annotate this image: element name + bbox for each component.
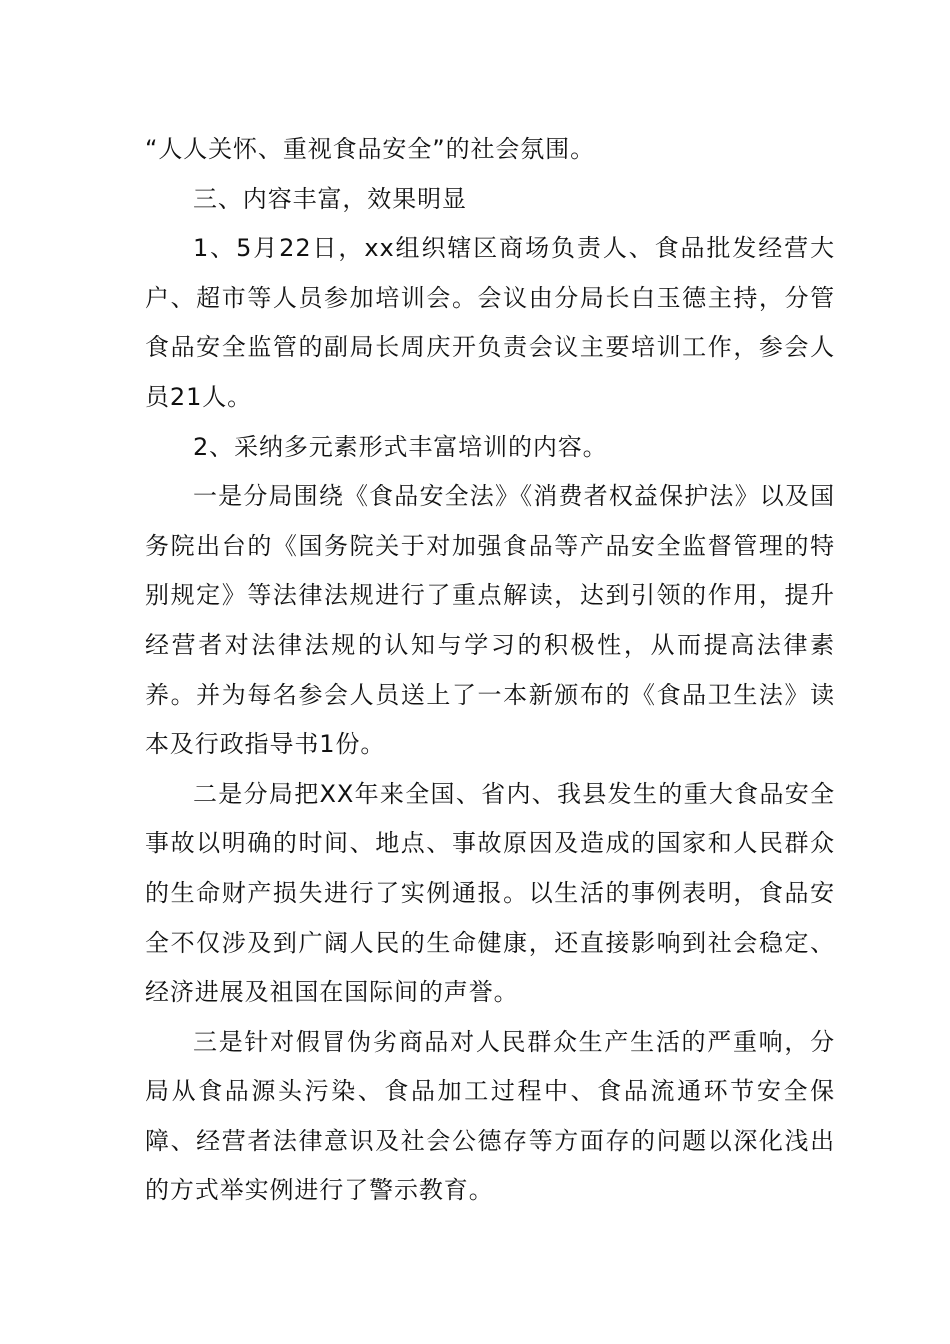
paragraph-item-2: 2、采纳多元素形式丰富培训的内容。 (193, 432, 608, 461)
paragraph-continuation: “人人关怀、重视食品安全”的社会氛围。 (145, 135, 595, 163)
paragraph-point-one: 一是分局围绕《食品安全法》《消费者权益保护法》以及国务院出台的《国务院关于对加强食品等产品安全监督管理的特别规定》等法律法规进行了重点解读，达到引领的作用，提升经营者对法律法规的认知与学习的积极性，从而提高法律素养。并为每名参会人员送上了一本新颁布的《食品卫生法》读本及行政指导书1份。 (145, 482, 835, 759)
paragraph-point-three: 三是针对假冒伪劣商品对人民群众生产生活的严重响，分局从食品源头污染、食品加工过程中、食品流通环节安全保障、经营者法律意识及社会公德存等方面存的问题以深化浅出的方式举实例进行了警示教育。 (145, 1027, 835, 1205)
document-body (145, 125, 835, 1216)
section-heading: 三、内容丰富，效果明显 (193, 184, 467, 213)
paragraph-item-1: 1、5月22日，xx组织辖区商场负责人、食品批发经营大户、超市等人员参加培训会。会议由分局长白玉德主持，分管食品安全监管的副局长周庆开负责会议主要培训工作，参会人员21人。 (145, 234, 835, 411)
paragraph-point-two: 二是分局把XX年来全国、省内、我县发生的重大食品安全事故以明确的时间、地点、事故原因及造成的国家和人民群众的生命财产损失进行了实例通报。以生活的事例表明，食品安全不仅涉及到广阔人民的生命健康，还直接影响到社会稳定、经济进展及祖国在国际间的声誉。 (145, 779, 835, 1007)
